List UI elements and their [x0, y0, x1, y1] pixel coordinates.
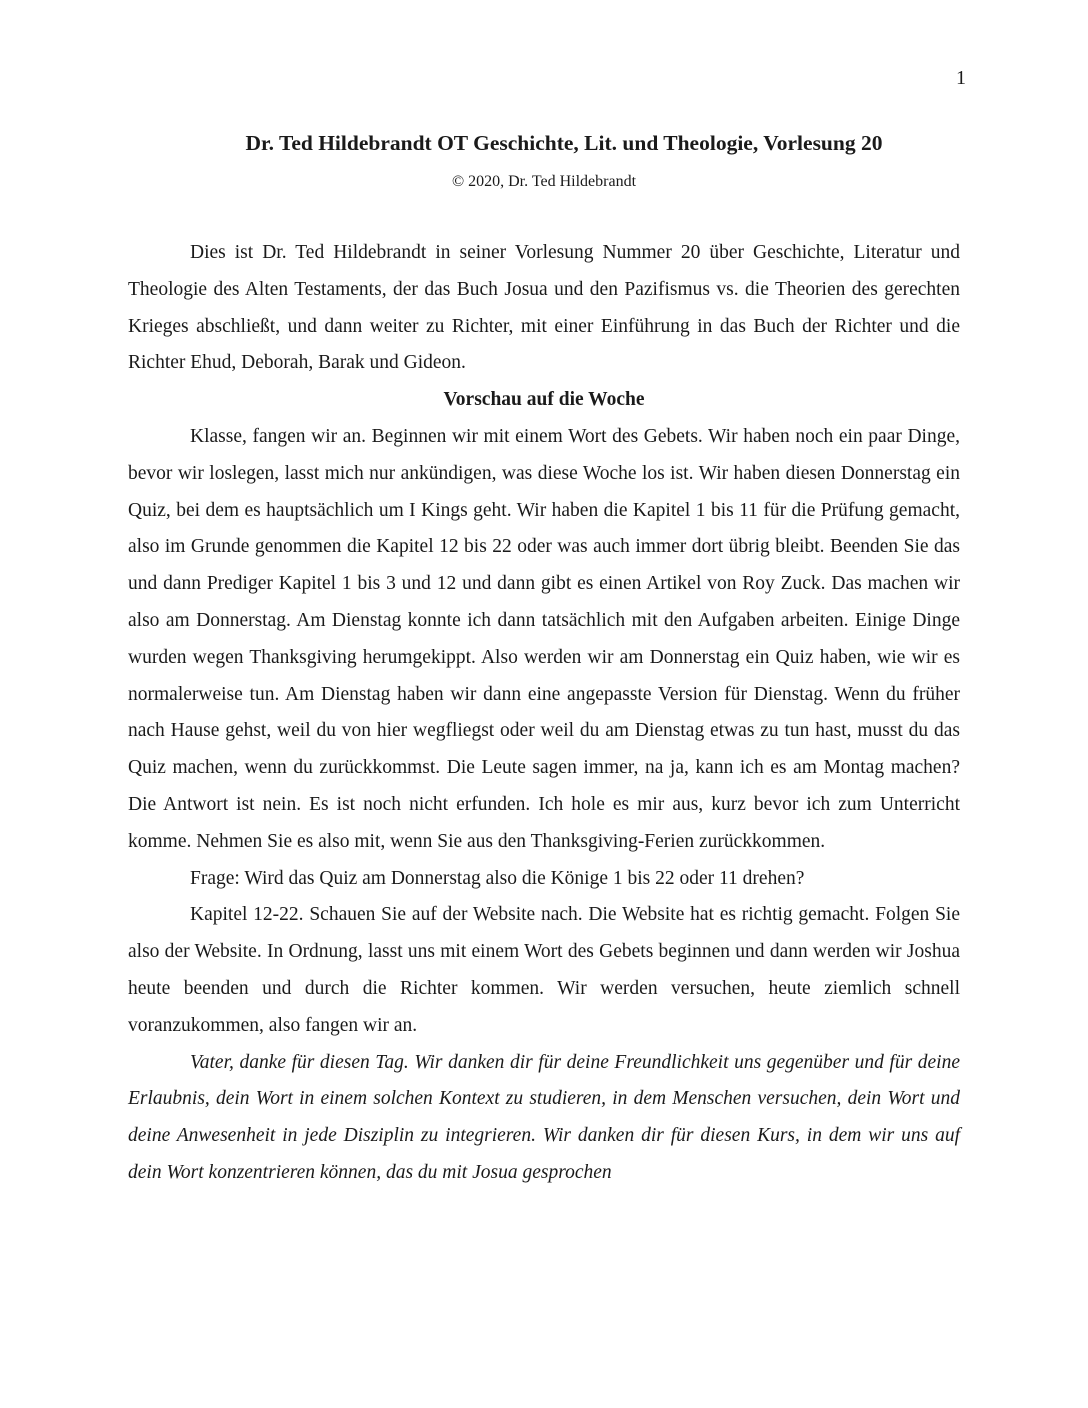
intro-paragraph: Dies ist Dr. Ted Hildebrandt in seiner Vorlesung Nummer 20 über Geschichte, Literatur und Theologie des Alten Testaments, der das Buch Josua und den Pazifismus vs. die Theorien des gerechten Krieges abschließt, und dann weiter zu Richter, mit einer Einführung in das Buch der Richter und die Richter Ehud, Deborah, Barak und Gideon.	[128, 242, 960, 374]
body-paragraph: Frage: Wird das Quiz am Donnerstag also die Könige 1 bis 22 oder 11 drehen?	[190, 867, 805, 889]
page-number: 1	[956, 67, 966, 89]
body-paragraph: Klasse, fangen wir an. Beginnen wir mit einem Wort des Gebets. Wir haben noch ein paar Dinge, bevor wir loslegen, lasst mich nur ankündigen, was diese Woche los ist. Wir haben diesen Donnerstag ein Quiz, bei dem es hauptsächlich um I Kings geht. Wir haben die Kapitel 1 bis 11 für die Prüfung gemacht, also im Grunde genommen die Kapitel 12 bis 22 oder was auch immer dort übrig bleibt. Beenden Sie das und dann Prediger Kapitel 1 bis 3 und 12 und dann gibt es einen Artikel von Roy Zuck. Das machen wir also am Donnerstag. Am Dienstag konnte ich dann tatsächlich mit den Aufgaben arbeiten. Einige Dinge wurden wegen Thanksgiving herumgekippt. Also werden wir am Donnerstag ein Quiz haben, wie wir es normalerweise tun. Am Dienstag haben wir dann eine angepasste Version für Dienstag. Wenn du früher nach Hause gehst, weil du von hier wegfliegst oder weil du am Dienstag etwas zu tun hast, musst du das Quiz machen, wenn du zurückkommst. Die Leute sagen immer, na ja, kann ich es am Montag machen? Die Antwort ist nein. Es ist noch nicht erfunden. Ich hole es mir aus, kurz bevor ich zum Unterricht komme. Nehmen Sie es also mit, wenn Sie aus den Thanksgiving-Ferien zurückkommen.	[128, 425, 960, 852]
copyright-line: © 2020, Dr. Ted Hildebrandt	[451, 173, 637, 190]
body-paragraph: Kapitel 12-22. Schauen Sie auf der Website nach. Die Website hat es richtig gemacht. Folgen Sie also der Website. In Ordnung, lasst uns mit einem Wort des Gebets beginnen und dann werden wir Joshua heute beenden und durch die Richter kommen. Wir werden versuchen, heute ziemlich schnell voranzukommen, also fangen wir an.	[128, 904, 960, 1036]
document-body	[128, 235, 960, 1192]
prayer-paragraph: Vater, danke für diesen Tag. Wir danken dir für deine Freundlichkeit uns gegenüber und für deine Erlaubnis, dein Wort in einem solchen Kontext zu studieren, in dem Menschen versuchen, dein Wort und deine Anwesenheit in jede Disziplin zu integrieren. Wir danken dir für diesen Kurs, in dem wir uns auf dein Wort konzentrieren können, das du mit Josua gesprochen	[128, 1051, 960, 1183]
document-title: Dr. Ted Hildebrandt OT Geschichte, Lit. und Theologie, Vorlesung 20	[245, 131, 883, 155]
section-heading: Vorschau auf die Woche	[443, 389, 645, 411]
